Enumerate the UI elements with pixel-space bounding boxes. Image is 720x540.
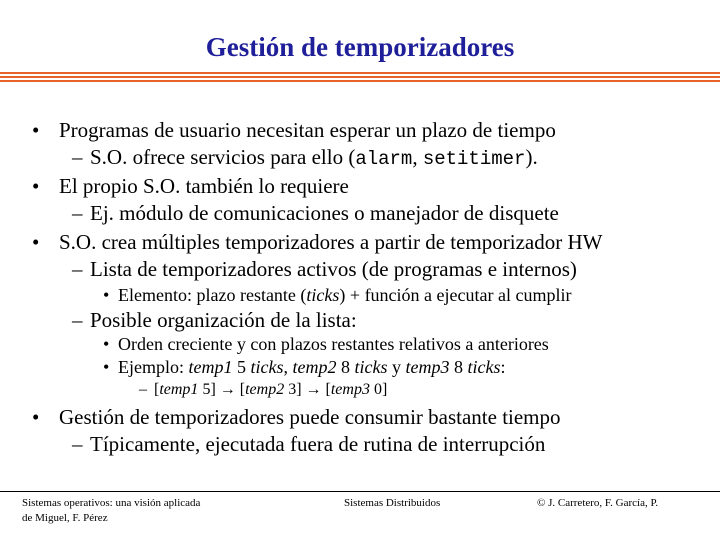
example-temp1: temp1 [188, 357, 233, 377]
sub-text-mid: , [412, 145, 423, 169]
item-text-em: ticks [306, 285, 340, 305]
sub-text: Lista de temporizadores activos (de programas e internos) [90, 257, 577, 281]
bullet-2 [32, 174, 349, 199]
item-text-post: : [500, 357, 506, 377]
item-marker: • [103, 285, 110, 305]
sub-marker: – [72, 201, 83, 225]
bullet-marker: • [32, 230, 40, 254]
bullet-4 [32, 405, 561, 430]
footer-source-line-2: de Miguel, F. Pérez [22, 512, 108, 524]
arrow-right-icon: → [301, 381, 326, 398]
item-marker: • [103, 334, 110, 354]
code-alarm: alarm [355, 148, 413, 170]
footer-source [22, 496, 200, 526]
node-name-2: temp2 [245, 381, 285, 398]
bullet-text: S.O. crea múltiples temporizadores a partir de temporizador HW [59, 230, 603, 254]
bullet-marker: • [32, 174, 40, 198]
bullet-1 [32, 118, 556, 143]
example-sep2: y [387, 357, 406, 377]
sub-text-post: ). [525, 145, 538, 169]
item-text: Orden creciente y con plazos restantes relativos a anteriores [118, 334, 549, 354]
example-temp2: temp2 [292, 357, 337, 377]
title-rule-line [0, 80, 720, 82]
title-rule [0, 72, 720, 84]
sub-marker: – [72, 308, 83, 332]
node-value-1: 5] [198, 381, 216, 398]
item-marker: • [103, 357, 110, 377]
title-rule-line [0, 76, 720, 78]
bullet-marker: • [32, 118, 40, 142]
sub-text: Ej. módulo de comunicaciones o manejador de disquete [90, 201, 559, 225]
bullet-text: Programas de usuario necesitan esperar un plazo de tiempo [59, 118, 556, 142]
arrow-right-icon: → [215, 381, 240, 398]
sub-marker: – [72, 145, 83, 169]
sub-text-pre: S.O. ofrece servicios para ello ( [90, 145, 356, 169]
bullet-3-sub-2-item-1 [103, 334, 549, 355]
sub-marker: – [72, 432, 83, 456]
example-sep1: , [283, 357, 293, 377]
node-value-2: 3] [284, 381, 302, 398]
footer-source-line-1: Sistemas operativos: una visión aplicada [22, 497, 201, 509]
footer-rule [0, 491, 720, 492]
node-open-3: [ [325, 381, 331, 398]
bullet-4-sub-1 [72, 432, 545, 457]
example-temp3: temp3 [405, 357, 450, 377]
node-name-1: temp1 [159, 381, 199, 398]
footer-copyright: © J. Carretero, F. García, P. [537, 497, 659, 509]
node-open-1: [ [154, 381, 160, 398]
example-n3: 8 [449, 357, 468, 377]
example-ticks1: ticks [250, 357, 284, 377]
slide-title: Gestión de temporizadores [205, 32, 515, 62]
example-ticks2: ticks [354, 357, 388, 377]
node-name-3: temp3 [330, 381, 370, 398]
bullet-3-sub-1 [72, 257, 577, 282]
bullet-2-sub-1 [72, 201, 559, 226]
bullet-1-sub-1 [72, 145, 538, 170]
example-ticks3: ticks [467, 357, 501, 377]
example-n1: 5 [232, 357, 251, 377]
example-marker: – [139, 381, 147, 398]
sub-marker: – [72, 257, 83, 281]
bullet-3-sub-2-item-2 [103, 357, 506, 378]
footer-course: Sistemas Distribuidos [344, 497, 441, 509]
sub-text: Posible organización de la lista: [90, 308, 357, 332]
timer-list-example [139, 381, 387, 399]
bullet-text: Gestión de temporizadores puede consumir bastante tiempo [59, 405, 561, 429]
bullet-text: El propio S.O. también lo requiere [59, 174, 349, 198]
bullet-3 [32, 230, 602, 255]
item-text-post: ) + función a ejecutar al cumplir [339, 285, 572, 305]
bullet-3-sub-2 [72, 308, 357, 333]
title-rule-line [0, 72, 720, 74]
item-text-pre: Elemento: plazo restante ( [118, 285, 307, 305]
example-n2: 8 [336, 357, 355, 377]
bullet-marker: • [32, 405, 40, 429]
code-setitimer: setitimer [422, 148, 526, 170]
sub-text: Típicamente, ejecutada fuera de rutina de interrupción [90, 432, 546, 456]
item-text-pre: Ejemplo: [118, 357, 189, 377]
bullet-3-sub-1-item-1 [103, 285, 571, 306]
node-value-3: 0] [369, 381, 388, 398]
node-open-2: [ [239, 381, 246, 398]
